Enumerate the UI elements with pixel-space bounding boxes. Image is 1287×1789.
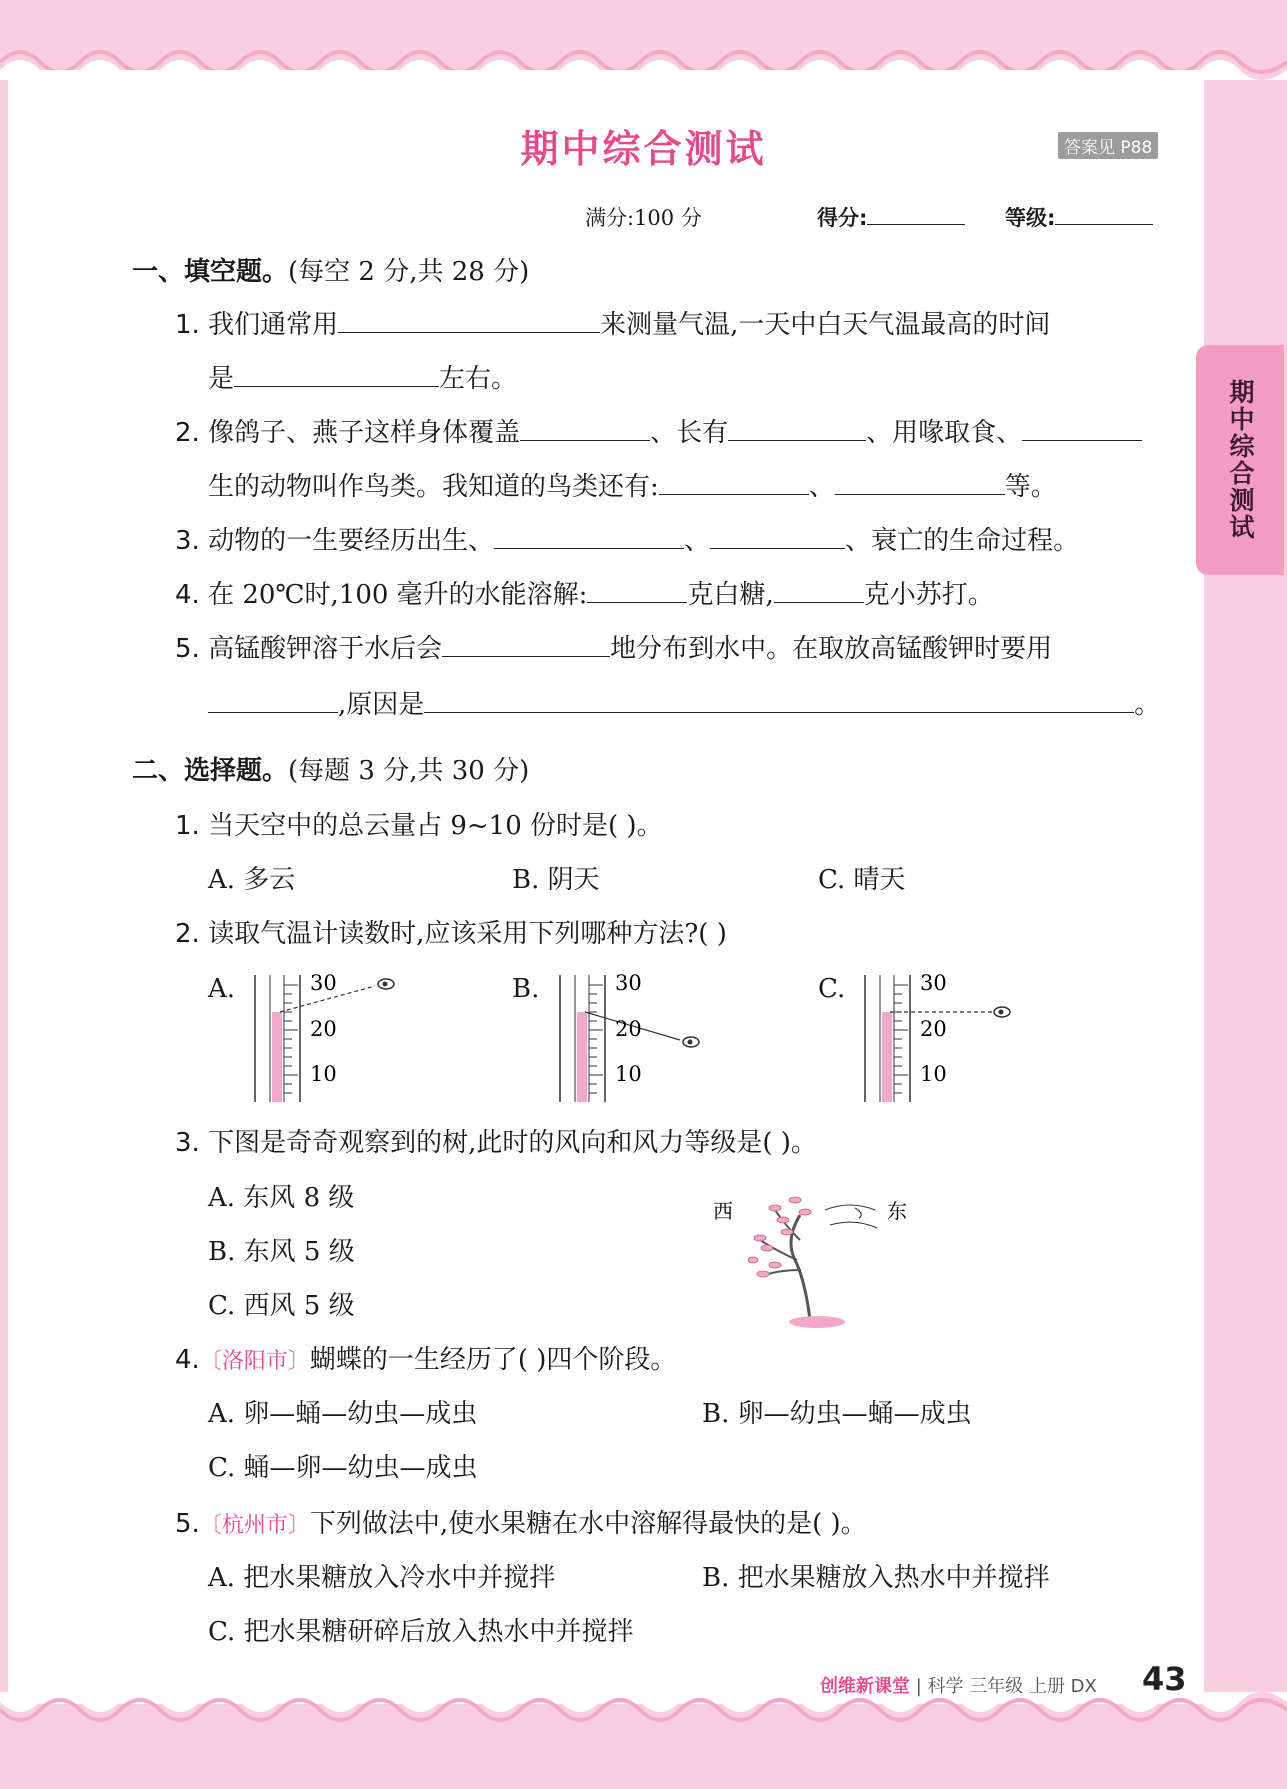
s2-q4-option-c[interactable]: C. 蛹—卵—幼虫—成虫 [208, 1453, 478, 1483]
s2-q5-stem: 5.〔杭州市〕下列做法中,使水果糖在水中溶解得最快的是( )。 [175, 1509, 867, 1539]
bottom-wave-border [0, 1692, 1287, 1732]
s1-q2-line1: 2. 像鸽子、燕子这样身体覆盖 、长有 、用喙取食、 [175, 417, 1142, 449]
s2-q2-option-a[interactable]: A. [208, 974, 236, 1004]
region-tag: 〔杭州市〕 [199, 1513, 310, 1538]
s1-q4-line: 4. 在 20℃时,100 毫升的水能溶解: 克白糖, 克小苏打。 [175, 580, 994, 610]
s1-q5-line1: 5. 高锰酸钾溶于水后会 地分布到水中。在取放高锰酸钾时要用 [175, 634, 1053, 664]
footer-info [820, 1672, 1097, 1698]
tick-label: 30 [615, 971, 642, 995]
tick-label: 30 [920, 971, 947, 995]
windy-tree-illustration [705, 1170, 925, 1330]
s1-q2-blank5[interactable] [835, 493, 1005, 495]
s1-q5-blank2[interactable] [208, 711, 338, 713]
s2-q1-option-b[interactable]: B. 阴天 [512, 865, 600, 895]
full-score: 满分:100 分 [585, 206, 702, 230]
score-label: 得分: [817, 206, 868, 230]
s2-q3-option-a[interactable]: A. 东风 8 级 [208, 1183, 355, 1213]
tick-label: 10 [615, 1062, 642, 1086]
region-tag: 〔洛阳市〕 [199, 1349, 310, 1374]
s2-q3-option-b[interactable]: B. 东风 5 级 [208, 1237, 355, 1267]
grade-label: 等级: [1005, 206, 1056, 230]
s1-q2-blank4[interactable] [659, 493, 809, 495]
section1-heading [132, 256, 529, 288]
s1-q1-blank1[interactable] [338, 331, 600, 333]
s1-q1-line2: 是 左右。 [208, 364, 518, 394]
s2-q4-option-b[interactable]: B. 卵—幼虫—蛹—成虫 [702, 1399, 972, 1429]
s1-q5-blank1[interactable] [442, 655, 610, 657]
s1-q5-line2: ,原因是 。 [208, 689, 1160, 721]
section2-title: 二、选择题。 [132, 756, 289, 786]
score-field[interactable] [817, 202, 965, 232]
s1-q3-blank1[interactable] [494, 547, 684, 549]
footer-subject: | 科学 三年级 上册 DX [915, 1676, 1097, 1697]
s1-q2-blank2[interactable] [728, 439, 866, 441]
side-chapter-tab [1196, 345, 1284, 575]
section2-note: (每题 3 分,共 30 分) [288, 756, 530, 786]
west-label: 西 [713, 1199, 733, 1223]
page-number: 43 [1142, 1660, 1187, 1698]
s2-q1-option-a[interactable]: A. 多云 [208, 865, 296, 895]
s1-q5-blank3[interactable] [424, 711, 1134, 713]
s1-q4-blank2[interactable] [774, 601, 864, 603]
s2-q2-option-b[interactable]: B. [512, 974, 540, 1004]
tick-label: 20 [615, 1017, 642, 1041]
s2-q4-stem: 4.〔洛阳市〕蝴蝶的一生经历了( )四个阶段。 [175, 1345, 677, 1375]
thermometer-a-illustration [250, 970, 410, 1105]
s2-q3-stem: 3. 下图是奇奇观察到的树,此时的风向和风力等级是( )。 [175, 1128, 817, 1158]
tick-label: 20 [920, 1017, 947, 1041]
s2-q1-stem: 1. 当天空中的总云量占 9~10 份时是( )。 [175, 811, 663, 841]
thermometer-b-illustration [555, 970, 715, 1105]
east-label: 东 [887, 1199, 907, 1223]
grade-field[interactable] [1005, 202, 1153, 232]
footer-brand: 创维新课堂 [820, 1676, 910, 1697]
s1-q3-blank2[interactable] [710, 547, 845, 549]
s1-q3-line: 3. 动物的一生要经历出生、 、 、衰亡的生命过程。 [175, 526, 1080, 556]
section2-heading [132, 755, 529, 787]
s1-q2-line2: 生的动物叫作鸟类。我知道的鸟类还有: 、 等。 [208, 472, 1057, 502]
s1-q1-line1: 1. 我们通常用 来测量气温,一天中白天气温最高的时间 [175, 310, 1051, 340]
s2-q1-option-c[interactable]: C. 晴天 [818, 865, 906, 895]
s2-q2-stem: 2. 读取气温计读数时,应该采用下列哪种方法?( ) [175, 919, 727, 949]
answer-reference-badge: 答案见 P88 [1058, 132, 1158, 159]
s1-q2-blank3[interactable] [1022, 439, 1142, 441]
s2-q4-option-a[interactable]: A. 卵—蛹—幼虫—成虫 [208, 1399, 478, 1429]
s2-q2-option-c[interactable]: C. [818, 974, 846, 1004]
tick-label: 10 [920, 1062, 947, 1086]
thermometer-c-illustration [860, 970, 1020, 1105]
s2-q5-option-b[interactable]: B. 把水果糖放入热水中并搅拌 [702, 1563, 1050, 1593]
section1-note: (每空 2 分,共 28 分) [288, 257, 530, 287]
s1-q2-blank1[interactable] [520, 439, 650, 441]
s2-q3-option-c[interactable]: C. 西风 5 级 [208, 1291, 355, 1321]
side-tab-label: 期中综合测试 [1226, 379, 1255, 541]
s1-q4-blank1[interactable] [587, 601, 687, 603]
page-title: 期中综合测试 [520, 127, 767, 171]
tick-label: 20 [310, 1017, 337, 1041]
tick-label: 10 [310, 1062, 337, 1086]
section1-title: 一、填空题。 [132, 257, 289, 287]
s1-q1-blank2[interactable] [234, 385, 439, 387]
s2-q5-option-c[interactable]: C. 把水果糖研碎后放入热水中并搅拌 [208, 1617, 634, 1647]
s2-q5-option-a[interactable]: A. 把水果糖放入冷水中并搅拌 [208, 1563, 556, 1593]
tick-label: 30 [310, 971, 337, 995]
